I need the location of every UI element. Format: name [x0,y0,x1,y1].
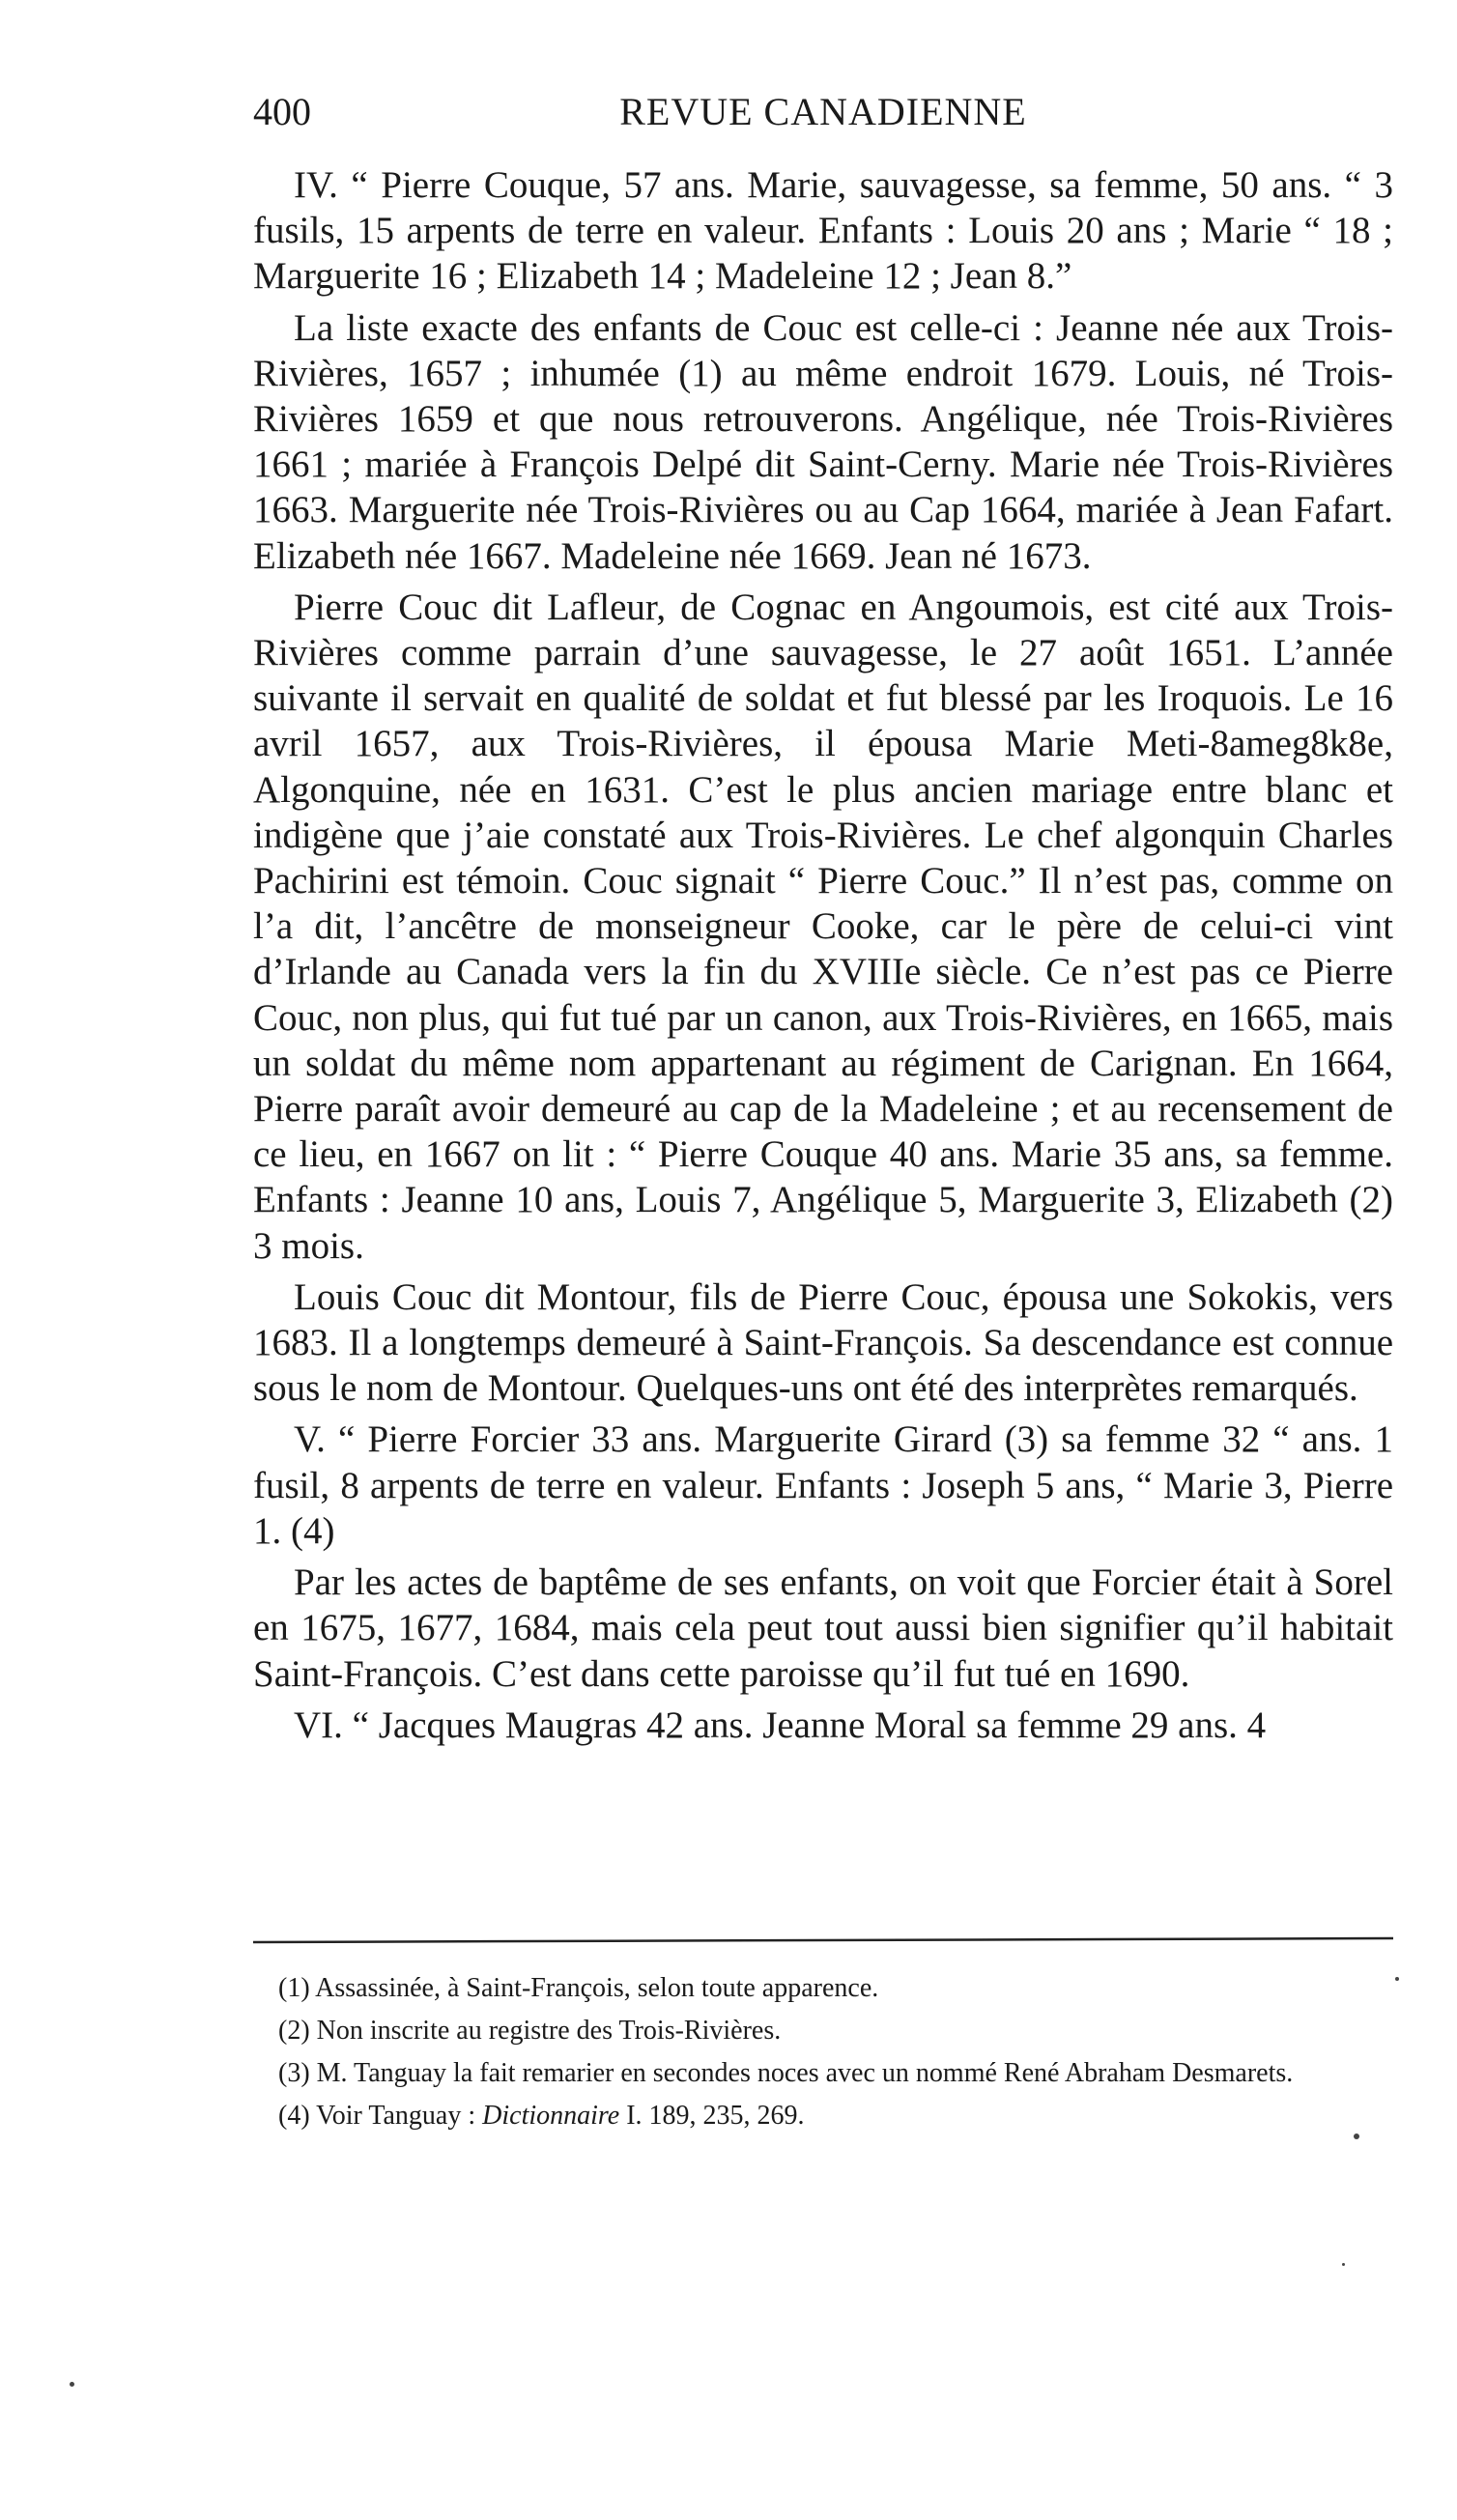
page-number: 400 [253,90,311,133]
footnote-2: (2) Non inscrite au registre des Trois-Rivières. [278,2016,782,2046]
paragraph-census-iv: IV. “ Pierre Couque, 57 ans. Marie, sauvagesse, sa femme, 50 ans. “ 3 fusils, 15 arpents de terre en valeur. Enfants : Louis 20 ans ; Marie “ 18 ; Marguerite 16 ; Elizabeth 14 ; Madeleine 12 ; Jean 8.” [253,164,1393,298]
page-header [253,85,1393,143]
speck-mark [1395,1977,1399,1981]
footnotes [253,1969,1393,2139]
paragraph-census-v: V. “ Pierre Forcier 33 ans. Marguerite Girard (3) sa femme 32 “ ans. 1 fusil, 8 arpents de terre en valeur. Enfants : Joseph 5 ans, “ Marie 3, Pierre 1. (4) [253,1418,1393,1552]
footnote-4-prefix: (4) Voir Tanguay : [278,2101,483,2131]
speck-mark [1354,2133,1359,2139]
running-title: REVUE CANADIENNE [619,90,1027,133]
paragraph-forcier: Par les actes de baptême de ses enfants, on voit que Forcier était à Sorel en 1675, 1677, 1684, mais cela peut tout aussi bien signifier qu’il habitait Saint-François. C’est dans cette paroisse qu’il fut tué en 1690. [253,1561,1393,1695]
body-text [253,162,1393,1748]
paragraph-children-list: La liste exacte des enfants de Couc est celle-ci : Jeanne née aux Trois-Rivières, 1657 ; inhumée (1) au même endroit 1679. Louis, né Trois-Rivières 1659 et que nous retrouverons. Angélique, née Trois-Rivières 1661 ; mariée à François Delpé dit Saint-Cerny. Marie née Trois-Rivières 1663. Marguerite née Trois-Rivières ou au Cap 1664, mariée à Jean Fafart. Elizabeth née 1667. Madeleine née 1669. Jean né 1673. [253,306,1393,577]
paragraph-pierre-couc: Pierre Couc dit Lafleur, de Cognac en Angoumois, est cité aux Trois-Rivières comme parrain d’une sauvagesse, le 27 août 1651. L’année suivante il servait en qualité de soldat et fut blessé par les Iroquois. Le 16 avril 1657, aux Trois-Rivières, il épousa Marie Meti-8ameg8k8e, Algonquine, née en 1631. C’est le plus ancien mariage entre blanc et indigène que j’aie constaté aux Trois-Rivières. Le chef algonquin Charles Pachirini est témoin. Couc signait “ Pierre Couc.” Il n’est pas, comme on l’a dit, l’ancêtre de monseigneur Cooke, car le père de celui-ci vint d’Irlande au Canada vers la fin du XVIIIe siècle. Ce n’est pas ce Pierre Couc, non plus, qui fut tué par un canon, aux Trois-Rivières, en 1665, mais un soldat du même nom appartenant au régiment de Carignan. En 1664, Pierre paraît avoir demeuré au cap de la Madeleine ; et au recensement de ce lieu, en 1667 on lit : “ Pierre Couque 40 ans. Marie 35 ans, sa femme. Enfants : Jeanne 10 ans, Louis 7, Angélique 5, Marguerite 3, Elizabeth (2) 3 mois. [253,586,1393,1267]
footnote-4 [253,2097,1393,2135]
paragraph-louis-couc: Louis Couc dit Montour, fils de Pierre Couc, épousa une Sokokis, vers 1683. Il a longtemps demeuré à Saint-François. Sa descendance est connue sous le nom de Montour. Quelques-uns ont été des interprètes remarqués. [253,1275,1393,1410]
footnote-rule [253,1935,1393,1947]
speck-mark [1342,2263,1345,2266]
paragraph-census-vi: VI. “ Jacques Maugras 42 ans. Jeanne Moral sa femme 29 ans. 4 [294,1704,1267,1746]
footnote-1: (1) Assassinée, à Saint-François, selon toute apparence. [278,1973,879,2003]
footnote-4-title: Dictionnaire [482,2101,620,2131]
speck-mark [70,2382,74,2387]
footnote-4-suffix: I. 189, 235, 269. [619,2101,805,2131]
footnote-3: (3) M. Tanguay la fait remarier en secondes noces avec un nommé René Abraham Desmarets. [278,2058,1294,2088]
